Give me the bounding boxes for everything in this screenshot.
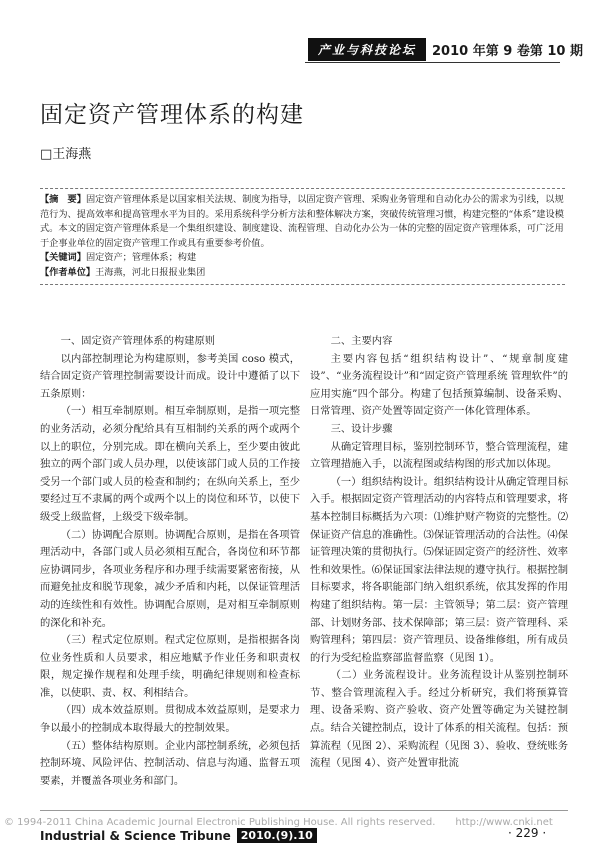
header-rule — [305, 62, 560, 63]
running-footer — [40, 828, 317, 843]
abstract-text: 固定资产管理体系是以国家相关法规、制度为指导，以固定资产管理、采购业务管理和自动化办公的需求为引线，以规范行为、提高效率和提高管理水平为目的。采用系统科学分析方法和整体解决方案，突破传统管理习惯，构建完整的“体系”建设模式。本文的固定资产管理体系是一个集组织建设、制度建设、流程管理、自动化办公为一体的完整的固定资产管理体系，可广泛用于企事业单位的固定资产管理工作或具有重要参考价值。 — [40, 194, 564, 249]
journal-badge: 产业与科技论坛 — [308, 38, 426, 61]
left-column — [40, 333, 300, 790]
paragraph: 从确定管理目标，鉴别控制环节，整合管理流程，建立管理措施入手，以流程图或结构图的形式加以体现。 — [310, 440, 568, 471]
abstract-label: 【摘 要】 — [40, 194, 86, 205]
keywords — [40, 251, 565, 266]
section-heading: 三、设计步骤 — [330, 422, 393, 435]
paragraph: 以内部控制理论为构建原则，参考美国 coso 模式，结合固定资产管理控制需要设计而成。设计中遵循了以下五条原则： — [40, 352, 300, 400]
keywords-label: 【关键词】 — [40, 252, 86, 263]
paragraph: （四）成本效益原则。贯彻成本效益原则，是要求力争以最小的控制成本取得最大的控制效果。 — [40, 704, 300, 735]
copyright-watermark: © 1994-2011 China Academic Journal Electronic Publishing House. All rights reserved. http://www.cnki.net — [4, 817, 553, 828]
footer-rule — [40, 810, 568, 811]
paragraph: 主要内容包括“组织结构设计”、“规章制度建设”、“业务流程设计”和“固定资产管理系统 管理软件”的应用实施”四个部分。构建了包括预算编制、设备采购、日常管理、资产处置等固定资产一体化管理体系。 — [310, 352, 568, 418]
paragraph: （三）程式定位原则。程式定位原则，是指根据各岗位业务性质和人员要求，相应地赋予作业任务和职责权限，规定操作规程和处理手续，明确纪律规则和检查标准，以使职、责、权、利相结合。 — [40, 634, 300, 699]
page-number: · 229 · — [508, 826, 547, 840]
affiliation-text: 王海燕，河北日报报业集团 — [95, 266, 206, 278]
paragraph: （一）组织结构设计。组织结构设计从确定管理目标入手。根据固定资产管理活动的内容特点和管理要求，将基本控制目标概括为六项：⑴维护财产物资的完整性。⑵保证资产信息的准确性。⑶保证管理活动的合法性。⑷保证管理决策的贯彻执行。⑸保证固定资产的经济性、效率性和效果性。⑹保证国家法律法规的遵守执行。根据控制目标要求，将各职能部门纳入组织系统，依其发挥的作用构建了组织结构。第一层：主管领导；第二层：资产管理部、计划财务部、技术保障部；第三层：资产管理科、采购管理科；第四层：资产管理员、设备维修组，所有成员的行为受纪检监察部监督监察（见图 1）。 — [310, 475, 568, 664]
paragraph: （五）整体结构原则。企业内部控制系统，必须包括控制环境、风险评估、控制活动、信息与沟通、监督五项要素，并覆盖各项业务和部门。 — [40, 739, 300, 787]
issue-label: 2010 年第 9 卷第 10 期 — [432, 43, 583, 59]
running-header — [308, 38, 583, 60]
abstract — [40, 193, 565, 251]
article-author: □王海燕 — [40, 147, 92, 162]
paragraph: （二）协调配合原则。协调配合原则，是指在各项管理活动中，各部门或人员必须相互配合，各岗位和环节都应协调同步，各项业务程序和办理手续需要紧密衔接，从而避免扯皮和脱节现象，减少矛盾和内耗，以保证管理活动的连续性和有效性。协调配合原则，是对相互牵制原则的深化和补充。 — [40, 528, 300, 629]
affiliation-label: 【作者单位】 — [40, 266, 96, 278]
article-title: 固定资产管理体系的构建 — [40, 102, 304, 128]
footer-date: 2010.(9).10 — [237, 828, 317, 843]
paragraph: （一）相互牵制原则。相互牵制原则，是指一项完整的业务活动，必须分配给具有互相制约关系的两个或两个以上的职位，分别完成。即在横向关系上，至少要由彼此独立的两个部门或人员办理，以使该部门或人员的工作接受另一个部门或人员的检查和制约；在纵向关系上，至少要经过互不隶属的两个或两个以上的岗位和环节，以使下级受上级监督，上级受下级牵制。 — [40, 405, 300, 523]
right-column — [310, 333, 568, 773]
section-heading: 一、固定资产管理体系的构建原则 — [60, 335, 216, 347]
paragraph: （二）业务流程设计。业务流程设计从鉴别控制环节、整合管理流程入手。经过分析研究，我们将预算管理、设备采购、资产验收、资产处置等确定为关键控制点。结合关键控制点，设计了体系的相关流程。包括：预算流程（见图 2）、采购流程（见图 3）、验收、登统账务流程（见图 4）、资产处置审批流 — [310, 669, 568, 770]
abstract-box — [40, 188, 565, 285]
affiliation — [40, 266, 565, 281]
footer-journal-name: Industrial & Science Tribune — [40, 828, 231, 843]
section-heading: 二、主要内容 — [330, 335, 393, 347]
keywords-text: 固定资产；管理体系；构建 — [85, 252, 197, 263]
